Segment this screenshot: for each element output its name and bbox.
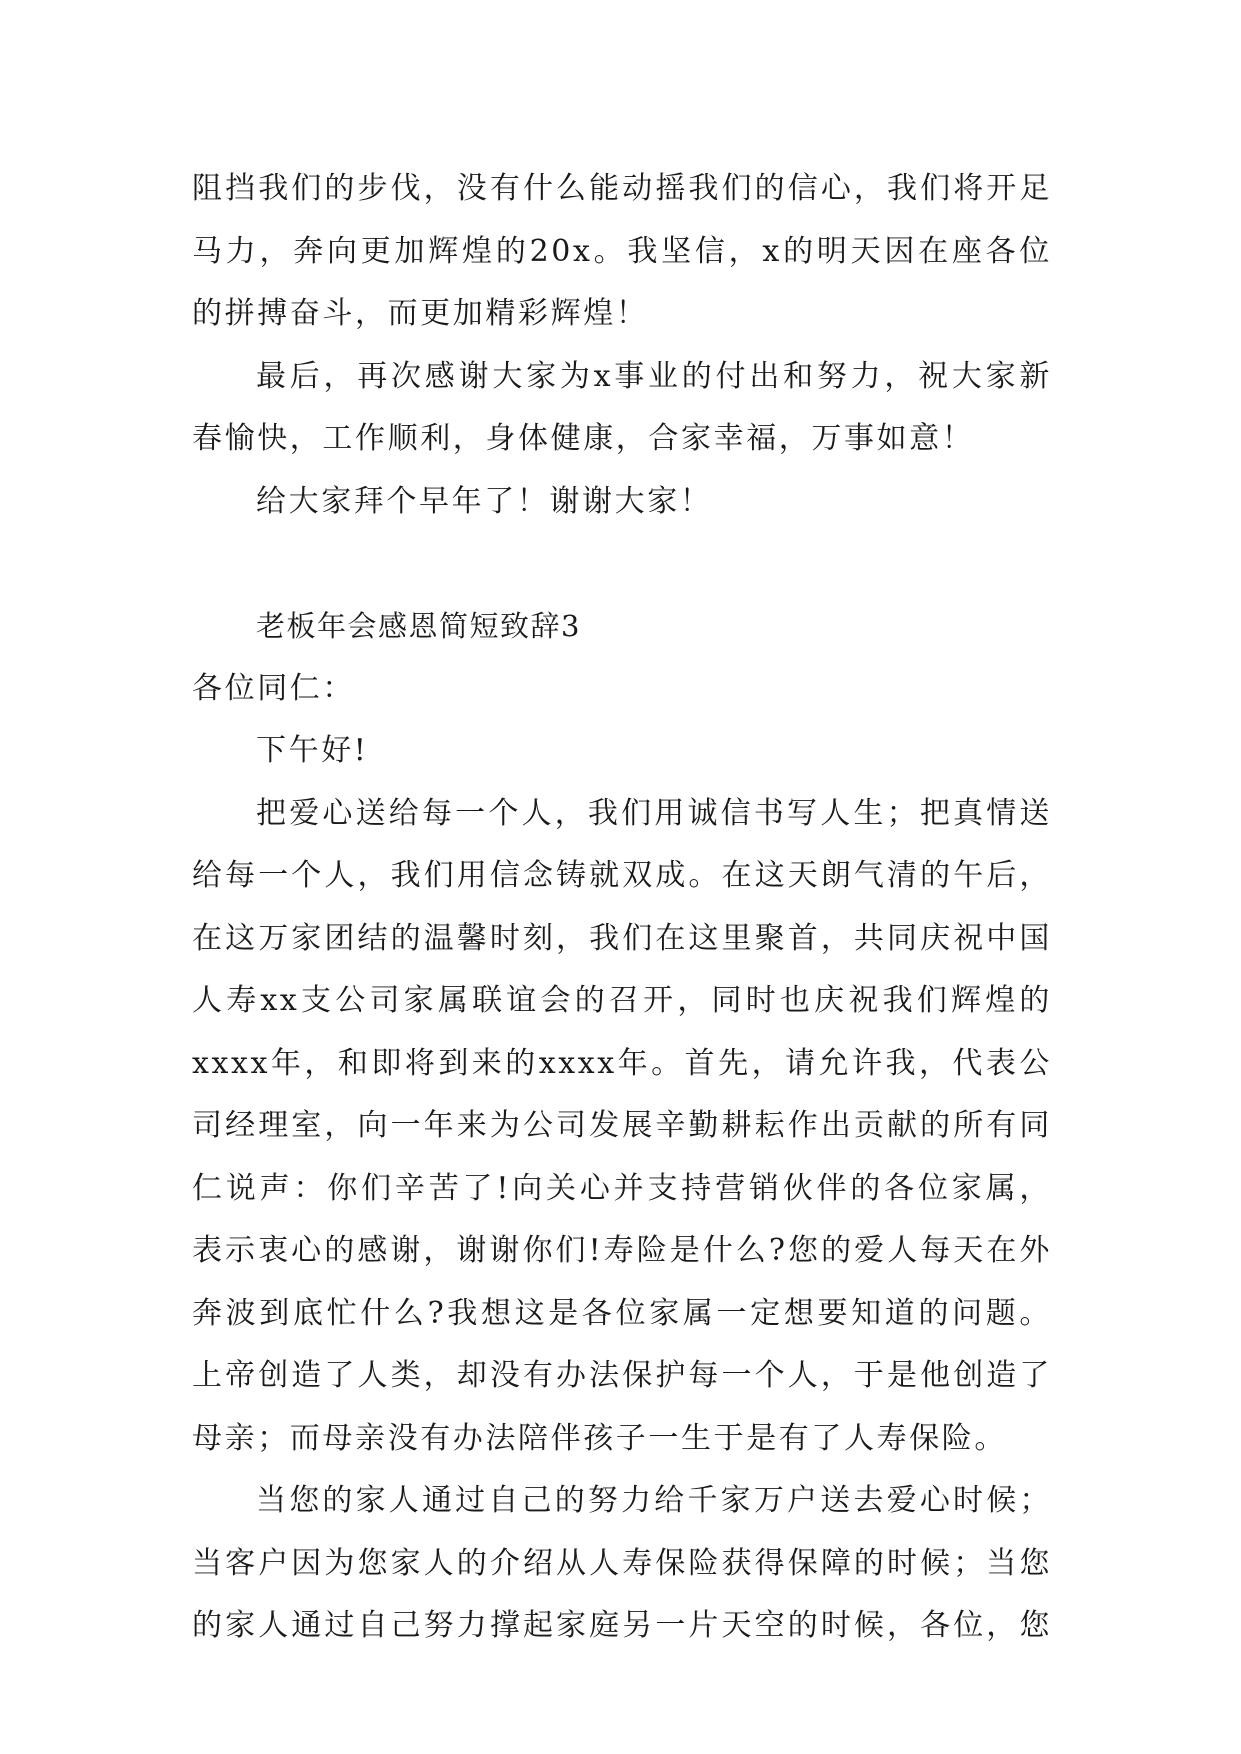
text-line: 人寿xx支公司家属联谊会的召开，同时也庆祝我们辉煌的 bbox=[192, 983, 1052, 1018]
text-line: 把爱心送给每一个人，我们用诚信书写人生；把真情送 bbox=[256, 795, 1052, 831]
text-line: 上帝创造了人类，却没有办法保护每一个人，于是他创造了 bbox=[192, 1358, 1052, 1393]
text-line: 马力，奔向更加辉煌的20x。我坚信，x的明天因在座各位 bbox=[192, 233, 1052, 269]
text-line: 司经理室，向一年来为公司发展辛勤耕耘作出贡献的所有同 bbox=[192, 1108, 1052, 1143]
continuation-paragraph bbox=[192, 158, 1052, 346]
document-page bbox=[192, 158, 1052, 1658]
text-line: 仁说声：你们辛苦了!向关心并支持营销伙伴的各位家属， bbox=[192, 1170, 1052, 1206]
salutation: 各位同仁： bbox=[192, 670, 355, 706]
body-paragraph-1 bbox=[192, 783, 1052, 1471]
spacer bbox=[192, 533, 1052, 595]
text-line: 当您的家人通过自己的努力给千家万户送去爱心时候； bbox=[256, 1483, 1052, 1518]
text-line: 当客户因为您家人的介绍从人寿保险获得保障的时候；当您 bbox=[192, 1545, 1052, 1581]
closing-paragraph bbox=[192, 346, 1052, 471]
text-line: 表示衷心的感谢，谢谢你们!寿险是什么?您的爱人每天在外 bbox=[192, 1233, 1052, 1268]
text-line: 的拼搏奋斗，而更加精彩辉煌！ bbox=[192, 296, 649, 331]
text-line: 阻挡我们的步伐，没有什么能动摇我们的信心，我们将开足 bbox=[192, 171, 1052, 206]
text-line: 在这万家团结的温馨时刻，我们在这里聚首，共同庆祝中国 bbox=[192, 920, 1052, 956]
text-line: 春愉快，工作顺利，身体健康，合家幸福，万事如意！ bbox=[192, 421, 975, 456]
text-line: 的家人通过自己努力撑起家庭另一片天空的时候，各位，您 bbox=[192, 1608, 1052, 1643]
text-line: xxxx年，和即将到来的xxxx年。首先，请允许我，代表公 bbox=[192, 1045, 1052, 1081]
thanks-line: 给大家拜个早年了！谢谢大家！ bbox=[256, 483, 713, 519]
greeting: 下午好! bbox=[256, 733, 369, 768]
text-line: 给每一个人，我们用信念铸就双成。在这天朗气清的午后， bbox=[192, 858, 1052, 893]
text-line: 母亲；而母亲没有办法陪伴孩子一生于是有了人寿保险。 bbox=[192, 1420, 1007, 1456]
text-line: 最后，再次感谢大家为x事业的付出和努力，祝大家新 bbox=[256, 358, 1052, 394]
body-paragraph-2 bbox=[192, 1470, 1052, 1658]
section-title: 老板年会感恩简短致辞3 bbox=[256, 609, 581, 643]
text-line: 奔波到底忙什么?我想这是各位家属一定想要知道的问题。 bbox=[192, 1295, 1052, 1331]
